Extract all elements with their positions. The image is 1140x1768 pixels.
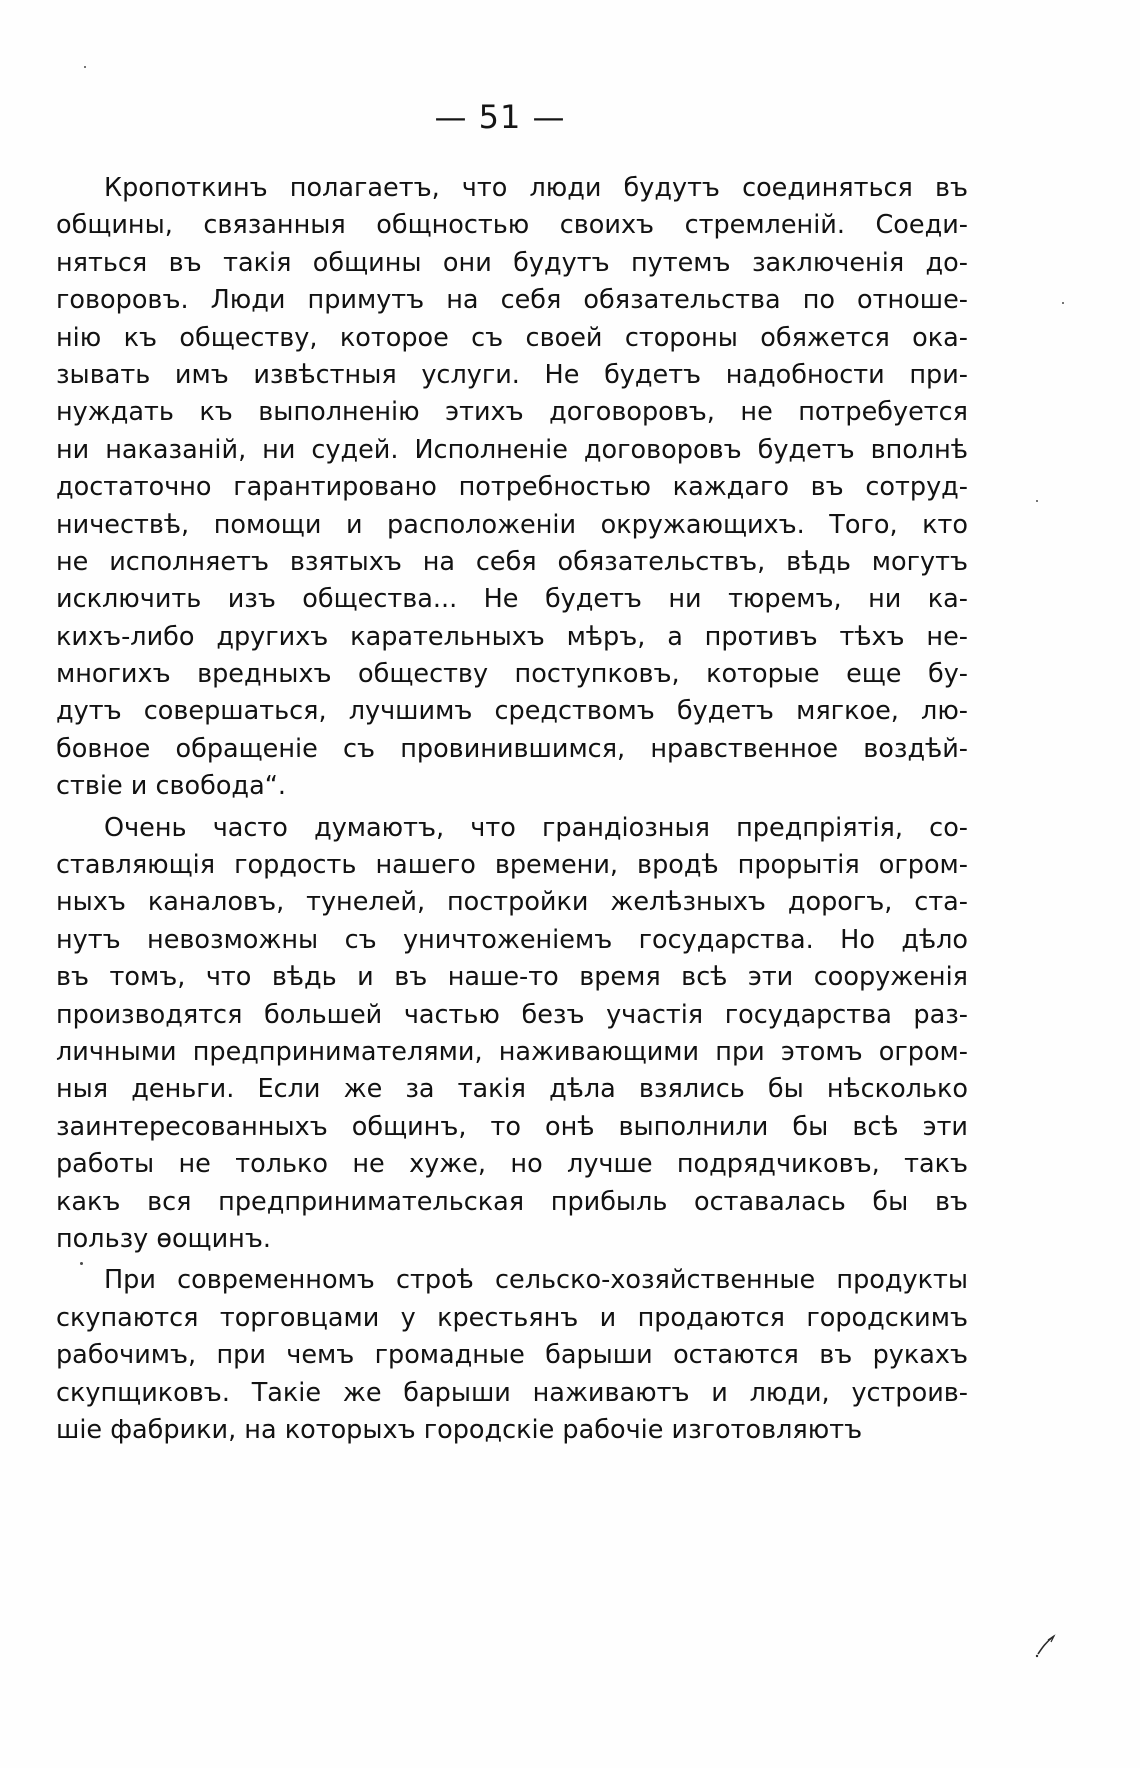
paragraph-2 <box>56 810 968 1259</box>
text-line: ствіе и свобода“. <box>56 771 287 802</box>
scan-speck <box>1036 500 1038 502</box>
text-line: ныхъ каналовъ, тунелей, постройки желѣзныхъ дорогъ, ста- <box>56 887 968 918</box>
page-number: — 51 — <box>434 98 566 136</box>
text-line: пользу ѳощинъ. <box>56 1223 271 1254</box>
text-line: нуждать къ выполненію этихъ договоровъ, не потребуется <box>56 397 968 428</box>
text-line: достаточно гарантировано потребностью каждаго въ сотруд- <box>56 472 968 503</box>
text-line: дутъ совершаться, лучшимъ средствомъ будетъ мягкое, лю- <box>56 696 968 727</box>
text-line: кихъ-либо другихъ карательныхъ мѣръ, а противъ тѣхъ не- <box>56 621 968 652</box>
text-line: производятся большей частью безъ участія государства раз- <box>56 999 968 1030</box>
text-line: скупщиковъ. Такіе же барыши наживаютъ и люди, устроив- <box>56 1377 968 1408</box>
text-line: шіе фабрики, на которыхъ городскіе рабочіе изготовляютъ <box>56 1414 863 1445</box>
scan-speck <box>80 1262 83 1265</box>
text-line: зывать имъ извѣстныя услуги. Не будетъ надобности при- <box>56 359 968 390</box>
pencil-mark <box>1034 1632 1060 1658</box>
text-line: ныя деньги. Если же за такія дѣла взялись бы нѣсколько <box>56 1074 968 1105</box>
scan-speck <box>1062 302 1064 304</box>
text-line: скупаются торговцами у крестьянъ и продаются городскимъ <box>56 1302 968 1333</box>
paragraph-1 <box>56 170 968 806</box>
text-line: исключить изъ общества... Не будетъ ни тюремъ, ни ка- <box>56 584 968 615</box>
text-line: ставляющія гордость нашего времени, вродѣ прорытія огром- <box>56 850 968 881</box>
text-line: не исполняетъ взятыхъ на себя обязательствъ, вѣдь могутъ <box>56 546 968 577</box>
text-line: няться въ такія общины они будутъ путемъ заключенія до- <box>56 247 968 278</box>
text-line: бовное обращеніе съ провинившимся, нравственное воздѣй- <box>56 733 968 764</box>
text-line: нію къ обществу, которое съ своей стороны обяжется ока- <box>56 322 968 353</box>
text-line: ничествѣ, помощи и расположеніи окружающихъ. Того, кто <box>56 509 968 540</box>
text-line: общины, связанныя общностью своихъ стремленій. Соеди- <box>56 210 968 241</box>
paragraph-3 <box>56 1262 968 1449</box>
text-line: Очень часто думаютъ, что грандіозныя предпріятія, со- <box>104 812 968 843</box>
text-line: нутъ невозможны съ уничтоженіемъ государства. Но дѣло <box>56 924 968 955</box>
text-line: рабочимъ, при чемъ громадные барыши остаются въ рукахъ <box>56 1340 968 1371</box>
text-line: ни наказаній, ни судей. Исполненіе договоровъ будетъ вполнѣ <box>56 434 968 465</box>
text-line: говоровъ. Люди примутъ на себя обязательства по отноше- <box>56 285 968 316</box>
text-line: какъ вся предпринимательская прибыль оставалась бы въ <box>56 1186 968 1217</box>
text-line: заинтересованныхъ общинъ, то онѣ выполнили бы всѣ эти <box>56 1111 968 1142</box>
text-line: При современномъ строѣ сельско-хозяйственные продукты <box>104 1265 968 1296</box>
scan-speck <box>84 66 86 68</box>
text-line: въ томъ, что вѣдь и въ наше-то время всѣ эти сооруженія <box>56 962 968 993</box>
text-line: многихъ вредныхъ обществу поступковъ, которые еще бу- <box>56 659 968 690</box>
text-line: Кропоткинъ полагаетъ, что люди будутъ соединяться въ <box>104 173 968 203</box>
text-line: личными предпринимателями, наживающими при этомъ огром- <box>56 1036 968 1067</box>
body-text <box>56 170 968 1449</box>
text-line: работы не только не хуже, но лучше подрядчиковъ, такъ <box>56 1149 968 1180</box>
